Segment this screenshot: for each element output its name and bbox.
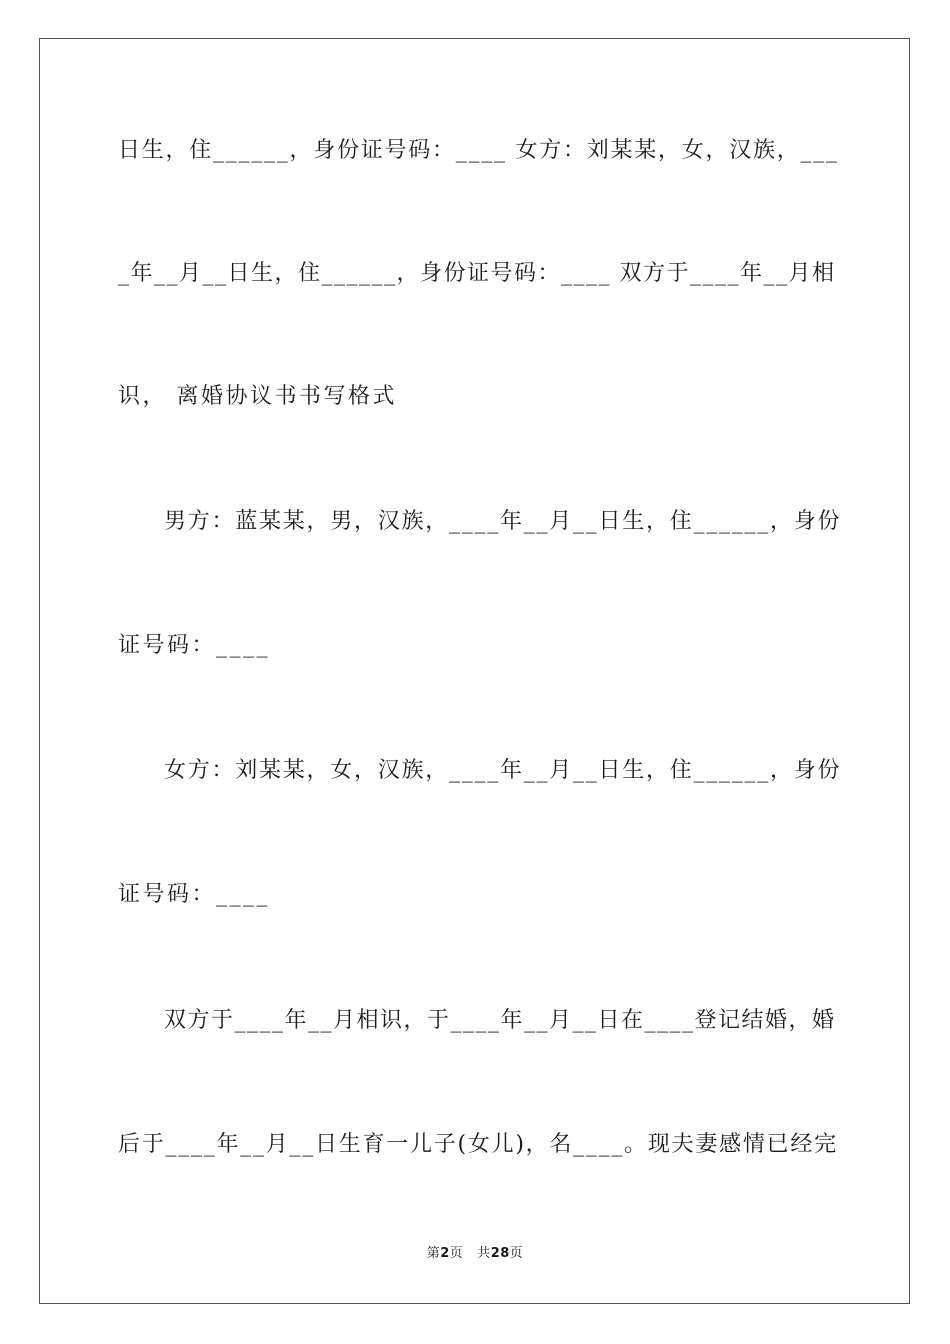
text-line-5: 证号码：____ [118,633,271,658]
page-footer [0,1245,950,1263]
page-prefix: 第 [426,1246,441,1261]
text-line-2: _年__月__日生，住______，身份证号码：____ 双方于____年__月相 [118,261,836,286]
text-line-6: 女方：刘某某，女，汉族，____年__月__日生，住______，身份 [164,758,842,783]
text-line-1: 日生，住______，身份证号码：____ 女方：刘某某，女，汉族，___ [118,138,839,163]
page-number: 2 [440,1246,450,1261]
text-line-9: 后于____年__月__日生育一儿子(女儿)，名____。现夫妻感情已经完 [118,1132,838,1157]
page-border [39,38,910,1304]
text-line-4: 男方：蓝某某，男，汉族，____年__月__日生，住______，身份 [164,509,842,534]
page-suffix: 页 [449,1246,464,1261]
text-line-3: 识， 离婚协议书书写格式 [118,384,397,409]
text-line-8: 双方于____年__月相识，于____年__月__日在____登记结婚，婚 [164,1008,836,1033]
total-suffix: 页 [509,1246,524,1261]
text-line-7: 证号码：____ [118,882,271,907]
total-prefix: 共 [477,1246,491,1261]
total-pages: 28 [490,1246,510,1261]
